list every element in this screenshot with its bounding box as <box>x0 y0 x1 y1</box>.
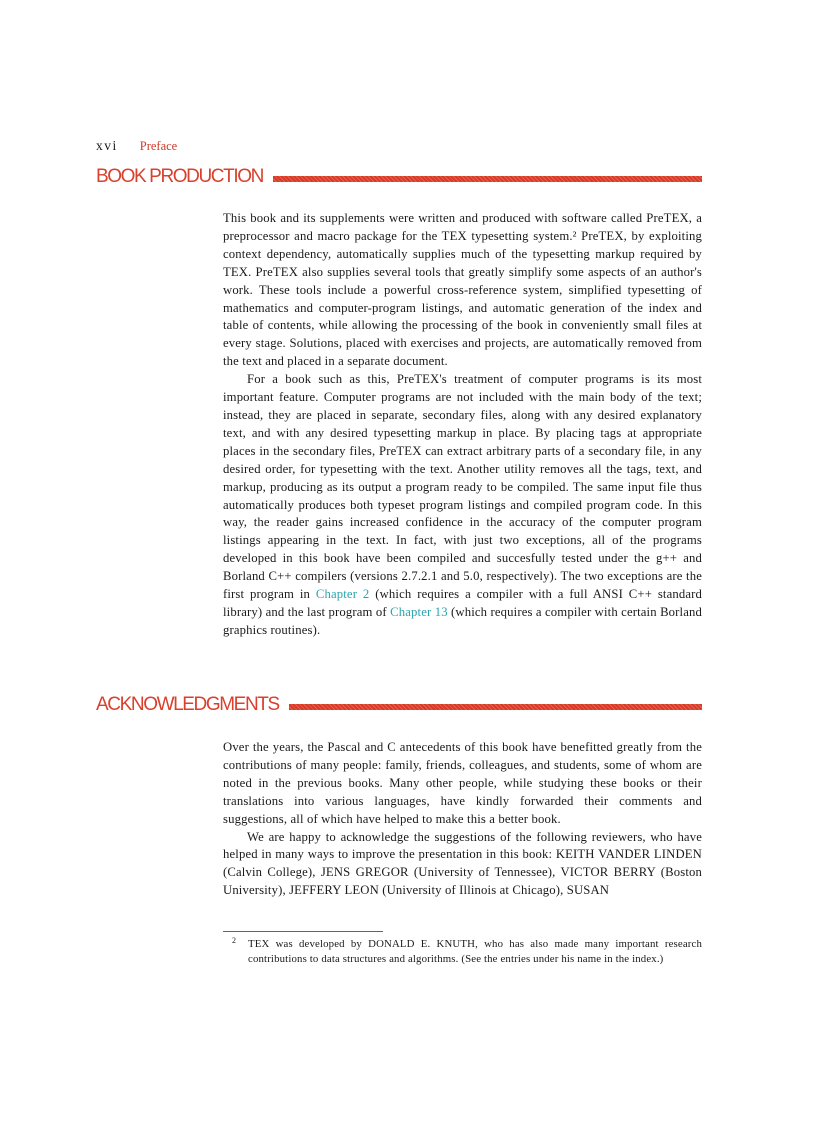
paragraph: For a book such as this, PreTEX's treatment of computer programs is its most important feature. Computer programs are not included with the main body of the text; instead, they are placed in separate, secondary files, along with any desired explanatory text, and with any desired typesetting markup in place. By placing tags at appropriate places in the secondary files, PreTEX can extract arbitrary parts of a secondary file, in any desired order, for typesetting with the text. Another utility removes all the tags, text, and markup, producing as its output a program ready to be compiled. The same input file thus automatically produces both typeset program listings and compiled program code. In this way, the reader gains increased confidence in the accuracy of the computer program listings appearing in the text. In fact, with just two exceptions, all of the programs developed in this book have been compiled and succesfully tested under the g++ and Borland C++ compilers (versions 2.7.2.1 and 5.0, respectively). The two exceptions are the first program in Chapter 2 (which requires a compiler with a full ANSI C++ standard library) and the last program of Chapter 13 (which requires a compiler with certain Borland graphics routines). <box>223 372 703 637</box>
paragraph: We are happy to acknowledge the suggestions of the following reviewers, who have helped in many ways to improve the presentation in this book: KEITH VANDER LINDEN (Calvin College), JENS GREGOR (University of Tennessee), VICTOR BERRY (Boston University), JEFFERY LEON (University of Illinois at Chicago), SUSAN <box>223 829 702 898</box>
paragraph: Over the years, the Pascal and C antecedents of this book have benefitted greatly from the contributions of many people: family, friends, colleagues, and students, some of whom are noted in the previous books. Many other people, while studying these books or their translations into various languages, have kindly forwarded their comments and suggestions, all of which have helped to make this a better book. <box>223 740 702 826</box>
footnote-text: TEX was developed by DONALD E. KNUTH, who has also made many important research contributions to data structures and algorithms. (See the entries under his name in the index.) <box>248 938 702 965</box>
footnote-mark: 2 <box>232 936 237 945</box>
paragraph: This book and its supplements were written and produced with software called PreTEX, a preprocessor and macro package for the TEX typesetting system.² PreTEX, by exploiting context dependency, automatically supplies much of the typesetting markup required by TEX. PreTEX also supplies several tools that greatly simplify some aspects of an author's work. These tools include a powerful cross-reference system, simplified typesetting of mathematics and computer-program listings, and automatic generation of the index and table of contents, while allowing the processing of the book in conveniently small files at every stage. Solutions, placed with exercises and projects, are automatically removed from the text and placed in a separate document. <box>223 211 702 369</box>
section-heading-book-production <box>96 166 702 188</box>
chapter-13-link[interactable]: Chapter 13 <box>390 604 448 619</box>
section-title: BOOK PRODUCTION <box>96 166 263 187</box>
running-head-chapter: Preface <box>139 139 178 153</box>
footnote-rule <box>223 931 383 932</box>
heading-rule <box>289 704 702 710</box>
footnote <box>232 937 702 966</box>
heading-rule <box>273 176 702 182</box>
running-head <box>96 138 177 154</box>
section-title: ACKNOWLEDGMENTS <box>96 694 279 715</box>
page-number: xvi <box>96 138 118 153</box>
chapter-2-link[interactable]: Chapter 2 <box>315 587 370 602</box>
section-body-acknowledgments <box>223 739 702 900</box>
section-heading-acknowledgments <box>96 694 702 716</box>
section-body-book-production <box>223 210 702 640</box>
